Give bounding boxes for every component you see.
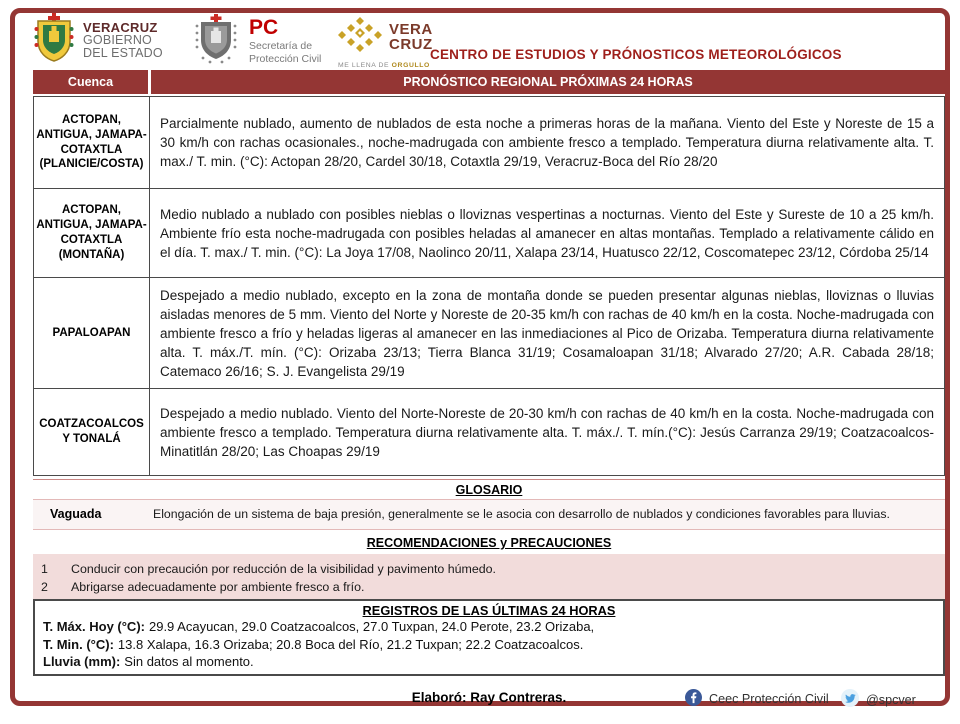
pc-shield-icon	[193, 14, 239, 69]
veracruz-tagline: ME LLENA DE ORGULLO	[338, 62, 430, 69]
forecast-text: Parcialmente nublado, aumento de nublados de esta noche a primeras horas de la mañana. Viento del Este y Noreste de 15 a 30 km/h con rachas ocasionales., noche-madrugada con ambiente fresco a templado. Temperatura diurna relativamente alta. T. max./ T. min. (°C): Actopan 28/20, Cardel 30/18, Cotaxtla 29/19, Veracruz-Boca del Río 28/20	[160, 116, 934, 169]
veracruz-ornament-icon	[338, 16, 382, 59]
registro-row	[43, 618, 935, 636]
gov-logo-name: VERACRUZ	[83, 19, 158, 35]
pc-logo-sub2: Protección Civil	[249, 53, 322, 65]
pc-logo-abbr: PC	[249, 16, 279, 40]
table-row	[33, 96, 945, 189]
facebook-icon	[685, 689, 702, 709]
list-item	[33, 560, 945, 578]
gov-logo-line3: DEL ESTADO	[83, 46, 163, 61]
registros-heading: REGISTROS DE LAS ÚLTIMAS 24 HORAS	[362, 603, 616, 618]
column-header-pronostico: PRONÓSTICO REGIONAL PRÓXIMAS 24 HORAS	[151, 70, 945, 94]
table-row	[33, 188, 945, 278]
page-title: CENTRO DE ESTUDIOS Y PRÓNOSTICOS METEOROLÓGICOS	[430, 47, 842, 62]
item-text: Abrigarse adecuadamente por ambiente fresco a frío.	[71, 580, 365, 594]
forecast-text: Medio nublado a nublado con posibles nieblas o lloviznas vespertinas a nocturnas. Viento del Este y Sureste de 10 a 25 km/h. Ambiente frío esta noche-madrugada con posibles heladas al amanecer en altas montañas. Templado a relativamente cálido en el día. T. max./ T. min. (°C): La Joya 17/08, Naolinco 20/11, Xalapa 23/14, Huatusco 22/12, Coscomatepec 23/12, Córdoba 25/14	[160, 206, 934, 260]
recomendaciones-section	[33, 533, 945, 605]
glosario-term: Vaguada	[50, 507, 102, 521]
gov-logo	[33, 13, 163, 68]
twitter-label: @spcver	[866, 692, 916, 707]
veracruz-word2: CRUZ	[389, 35, 433, 53]
item-text: Conducir con precaución por reducción de la visibilidad y pavimento húmedo.	[71, 562, 496, 576]
list-item	[33, 578, 945, 596]
twitter-link[interactable]	[841, 689, 916, 710]
veracruz-word1: VERA	[389, 21, 433, 39]
forecast-table	[33, 70, 945, 476]
veracruz-wordmark	[389, 23, 433, 52]
facebook-label: Ceec Protección Civil	[709, 692, 829, 706]
cuenca-label: PAPALOAPAN	[34, 278, 150, 388]
registro-label: T. Min. (°C):	[43, 636, 114, 652]
table-row	[33, 277, 945, 389]
registro-value: 29.9 Acayucan, 29.0 Coatzacoalcos, 27.0 Tuxpan, 24.0 Perote, 23.2 Orizaba,	[148, 619, 595, 634]
recomendaciones-list	[33, 554, 945, 605]
glosario-heading: GLOSARIO	[455, 483, 523, 497]
registro-row	[43, 636, 935, 654]
proteccion-civil-logo	[193, 14, 321, 69]
table-row	[33, 388, 945, 476]
gov-logo-text	[83, 21, 163, 61]
footer	[33, 687, 945, 713]
forecast-text: Despejado a medio nublado. Viento del Norte-Noreste de 20-30 km/h con rachas de 40 km/h en la costa. Noche-madrugada con ambiente fresco a templado. Temperatura diurna relativamente alta. T. máx./. T. mín.(°C): Jesús Carranza 29/19; Coatzacoalcos-Minatitlán 28/20; Las Choapas 29/19	[160, 405, 934, 459]
column-header-cuenca: Cuenca	[33, 70, 148, 94]
registro-value: Sin datos al momento.	[124, 654, 254, 669]
glosario-definition: Elongación de un sistema de baja presión, generalmente se le asocia con desarrollo de nublados y condiciones favorables para lluvias.	[153, 507, 890, 521]
cuenca-label: ACTOPAN, ANTIGUA, JAMAPA-COTAXTLA (MONTAÑA)	[34, 189, 150, 277]
facebook-link[interactable]	[685, 689, 829, 709]
registro-value: 13.8 Xalapa, 16.3 Orizaba; 20.8 Boca del Río, 21.2 Tuxpan; 22.2 Coatzacoalcos.	[117, 636, 584, 652]
state-crest-icon	[33, 13, 75, 68]
pc-logo-sub1: Secretaría de	[249, 40, 313, 53]
registros-section	[33, 599, 945, 676]
veracruz-brand-logo	[338, 16, 433, 69]
recomendaciones-heading: RECOMENDACIONES y PRECAUCIONES	[366, 536, 612, 550]
gov-logo-line2: GOBIERNO	[83, 33, 152, 48]
pc-logo-text	[249, 17, 321, 65]
forecast-table-header	[33, 70, 945, 94]
forecast-text: Despejado a medio nublado, excepto en la zona de montaña donde se pueden presentar algunas nieblas, lloviznas o lluvias aisladas menores de 5 mm. Viento del Norte y Noreste de 20-35 km/h con rachas de 40 km/h en la costa. Noche-madrugada con ambiente fresco a frío y heladas ligeras al amanecer en las inmediaciones al Pico de Orizaba. Temperatura diurna relativamente alta. T. máx./T. mín. (°C): Orizaba 23/13; Tierra Blanca 31/19; Cosamaloapan 31/18; Alvarado 27/20; A.R. Cabada 28/18; Catemaco 26/16; S. J. Evangelista 29/19	[160, 287, 934, 379]
registro-label: T. Máx. Hoy (°C):	[43, 619, 145, 634]
cuenca-label: ACTOPAN, ANTIGUA, JAMAPA-COTAXTLA (PLANICIE/COSTA)	[34, 97, 150, 188]
item-number: 2	[41, 580, 48, 594]
item-number: 1	[41, 562, 48, 576]
glosario-section	[33, 479, 945, 530]
registro-row	[43, 653, 935, 671]
twitter-icon	[841, 689, 859, 710]
registro-label: Lluvia (mm):	[43, 654, 121, 669]
cuenca-label: COATZACOALCOS Y TONALÁ	[34, 389, 150, 475]
elaboro-credit: Elaboró: Ray Contreras.	[411, 690, 567, 705]
glosario-entry	[33, 499, 945, 530]
